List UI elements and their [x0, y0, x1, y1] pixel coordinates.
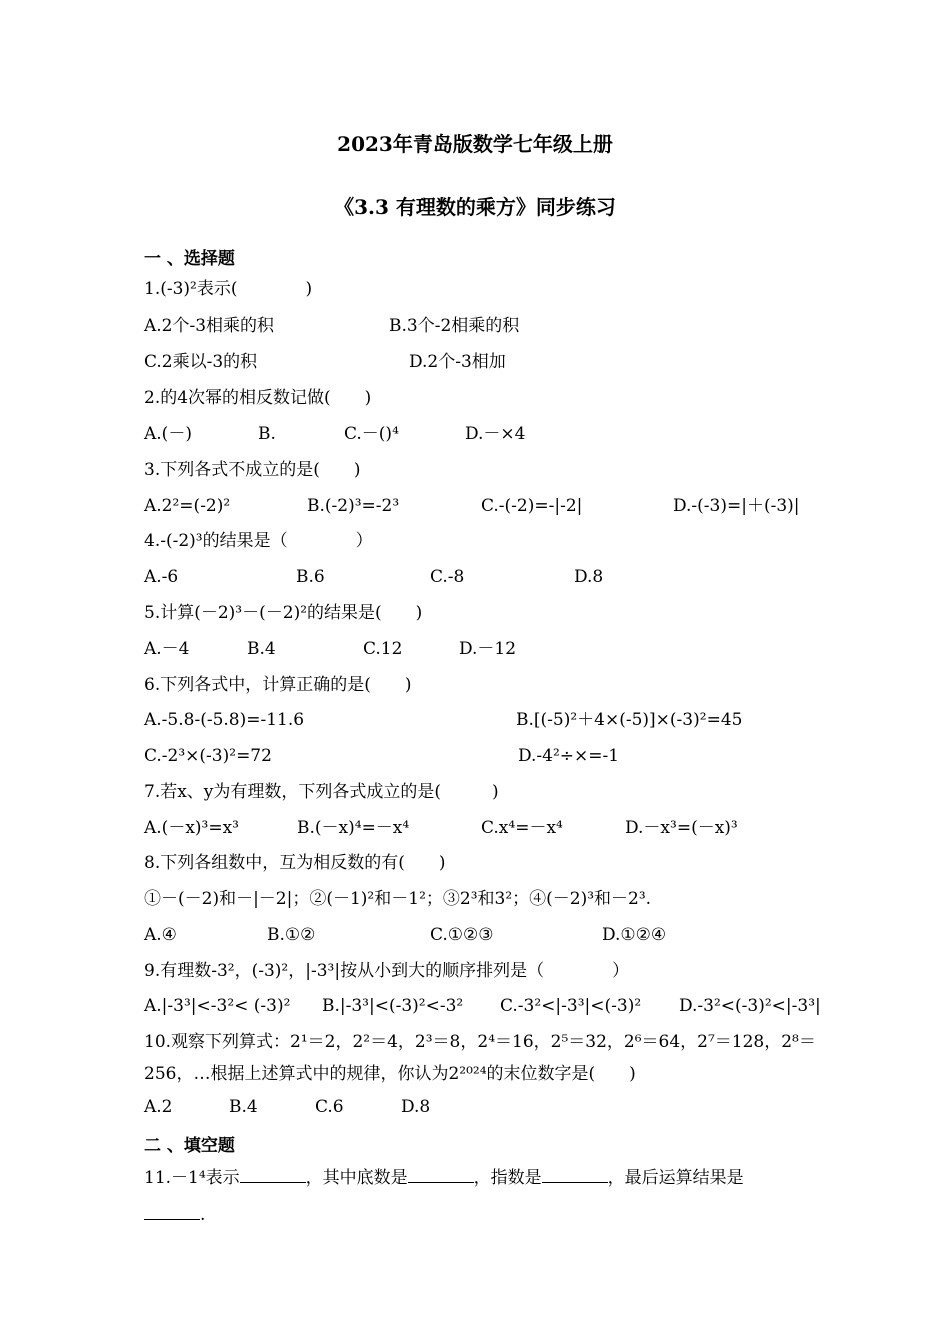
- section-fill-heading: 二 、填空题: [144, 1136, 235, 1156]
- document-subtitle: 《3.3 有理数的乘方》同步练习: [334, 195, 616, 219]
- q6-option-d: D.-4²÷×=-1: [518, 746, 620, 766]
- q5-option-b: B.4: [247, 639, 276, 659]
- q11-stem: [144, 1166, 744, 1189]
- q6-option-b: B.[(-5)²＋4×(-5)]×(-3)²=45: [516, 710, 743, 730]
- q2-option-d: D.－×4: [465, 424, 526, 444]
- q6-option-a: A.-5.8-(-5.8)=-11.6: [144, 710, 305, 730]
- q1-stem: 1.(-3)²表示( ): [144, 279, 313, 299]
- q9-stem: 9.有理数-3²，(-3)²，|-3³|按从小到大的顺序排列是（ ）: [144, 961, 630, 981]
- q11-blank-base[interactable]: [408, 1166, 474, 1183]
- q11-part3: ，指数是: [473, 1168, 542, 1188]
- q9-option-d: D.-3²<(-3)²<|-3³|: [679, 996, 821, 1016]
- q11-blank-exponent[interactable]: [542, 1166, 608, 1183]
- q7-stem: 7.若x、y为有理数，下列各式成立的是( ): [144, 782, 499, 802]
- q6-option-c: C.-2³×(-3)²=72: [144, 746, 272, 766]
- q5-option-d: D.－12: [459, 639, 517, 659]
- q8-stem: 8.下列各组数中，互为相反数的有( ): [144, 853, 446, 873]
- q9-option-c: C.-3²<|-3³|<(-3)²: [500, 996, 642, 1016]
- q8-option-a: A.④: [144, 925, 177, 945]
- q7-option-b: B.(－x)⁴=－x⁴: [297, 818, 410, 838]
- q4-option-d: D.8: [574, 567, 604, 587]
- q9-option-b: B.|-3³|<(-3)²<-3²: [322, 996, 464, 1016]
- q10-option-d: D.8: [401, 1097, 431, 1117]
- q11-blank-meaning[interactable]: [240, 1166, 306, 1183]
- q5-stem: 5.计算(－2)³－(－2)²的结果是( ): [144, 603, 423, 623]
- q5-option-c: C.12: [363, 639, 403, 659]
- q5-option-a: A.－4: [144, 639, 190, 659]
- q10-option-b: B.4: [229, 1097, 258, 1117]
- q8-option-b: B.①②: [267, 925, 316, 945]
- q10-stem-line1: 10.观察下列算式：2¹＝2，2²＝4，2³＝8，2⁴＝16，2⁵＝32，2⁶＝64，2⁷＝128，2⁸＝: [144, 1032, 816, 1052]
- section-choice-heading: 一 、选择题: [144, 249, 235, 269]
- q7-option-c: C.x⁴=－x⁴: [481, 818, 563, 838]
- q4-stem: 4.-(-2)³的结果是（ ）: [144, 531, 373, 551]
- q2-stem: 2.的4次幂的相反数记做( ): [144, 388, 372, 408]
- q8-option-d: D.①②④: [602, 925, 667, 945]
- q8-list: ①－(－2)和－|－2|；②(－1)²和－1²；③2³和3²；④(－2)³和－2³.: [144, 889, 652, 909]
- q4-option-b: B.6: [296, 567, 325, 587]
- q4-option-c: C.-8: [430, 567, 465, 587]
- q11-part2: ，其中底数是: [305, 1168, 408, 1188]
- q11-part4: ，最后运算结果是: [607, 1168, 744, 1188]
- q10-option-c: C.6: [315, 1097, 344, 1117]
- q7-option-a: A.(－x)³=x³: [144, 818, 239, 838]
- q2-option-c: C.－()⁴: [344, 424, 399, 444]
- q2-option-b: B.: [258, 424, 276, 444]
- q6-stem: 6.下列各式中，计算正确的是( ): [144, 675, 412, 695]
- q11-part1: 11.－1⁴表示: [144, 1168, 240, 1188]
- q10-stem-line2: 256，…根据上述算式中的规律，你认为2²⁰²⁴的末位数字是( ): [144, 1064, 636, 1084]
- q11-blank-result[interactable]: [144, 1203, 200, 1220]
- q1-option-c: C.2乘以-3的积: [144, 352, 258, 372]
- q3-stem: 3.下列各式不成立的是( ): [144, 460, 361, 480]
- q11-end: .: [200, 1205, 206, 1225]
- q3-option-d: D.-(-3)=|＋(-3)|: [673, 496, 800, 516]
- q1-option-d: D.2个-3相加: [409, 352, 506, 372]
- q8-option-c: C.①②③: [430, 925, 494, 945]
- q3-option-b: B.(-2)³=-2³: [307, 496, 400, 516]
- q2-option-a: A.(－): [144, 424, 192, 444]
- q10-option-a: A.2: [144, 1097, 173, 1117]
- q1-option-b: B.3个-2相乘的积: [389, 316, 520, 336]
- q4-option-a: A.-6: [144, 567, 179, 587]
- q9-option-a: A.|-3³|<-3²< (-3)²: [144, 996, 291, 1016]
- q3-option-a: A.2²=(-2)²: [144, 496, 231, 516]
- q3-option-c: C.-(-2)=-|-2|: [481, 496, 583, 516]
- document-title: 2023年青岛版数学七年级上册: [337, 132, 613, 156]
- q7-option-d: D.－x³=(－x)³: [625, 818, 738, 838]
- q1-option-a: A.2个-3相乘的积: [144, 316, 275, 336]
